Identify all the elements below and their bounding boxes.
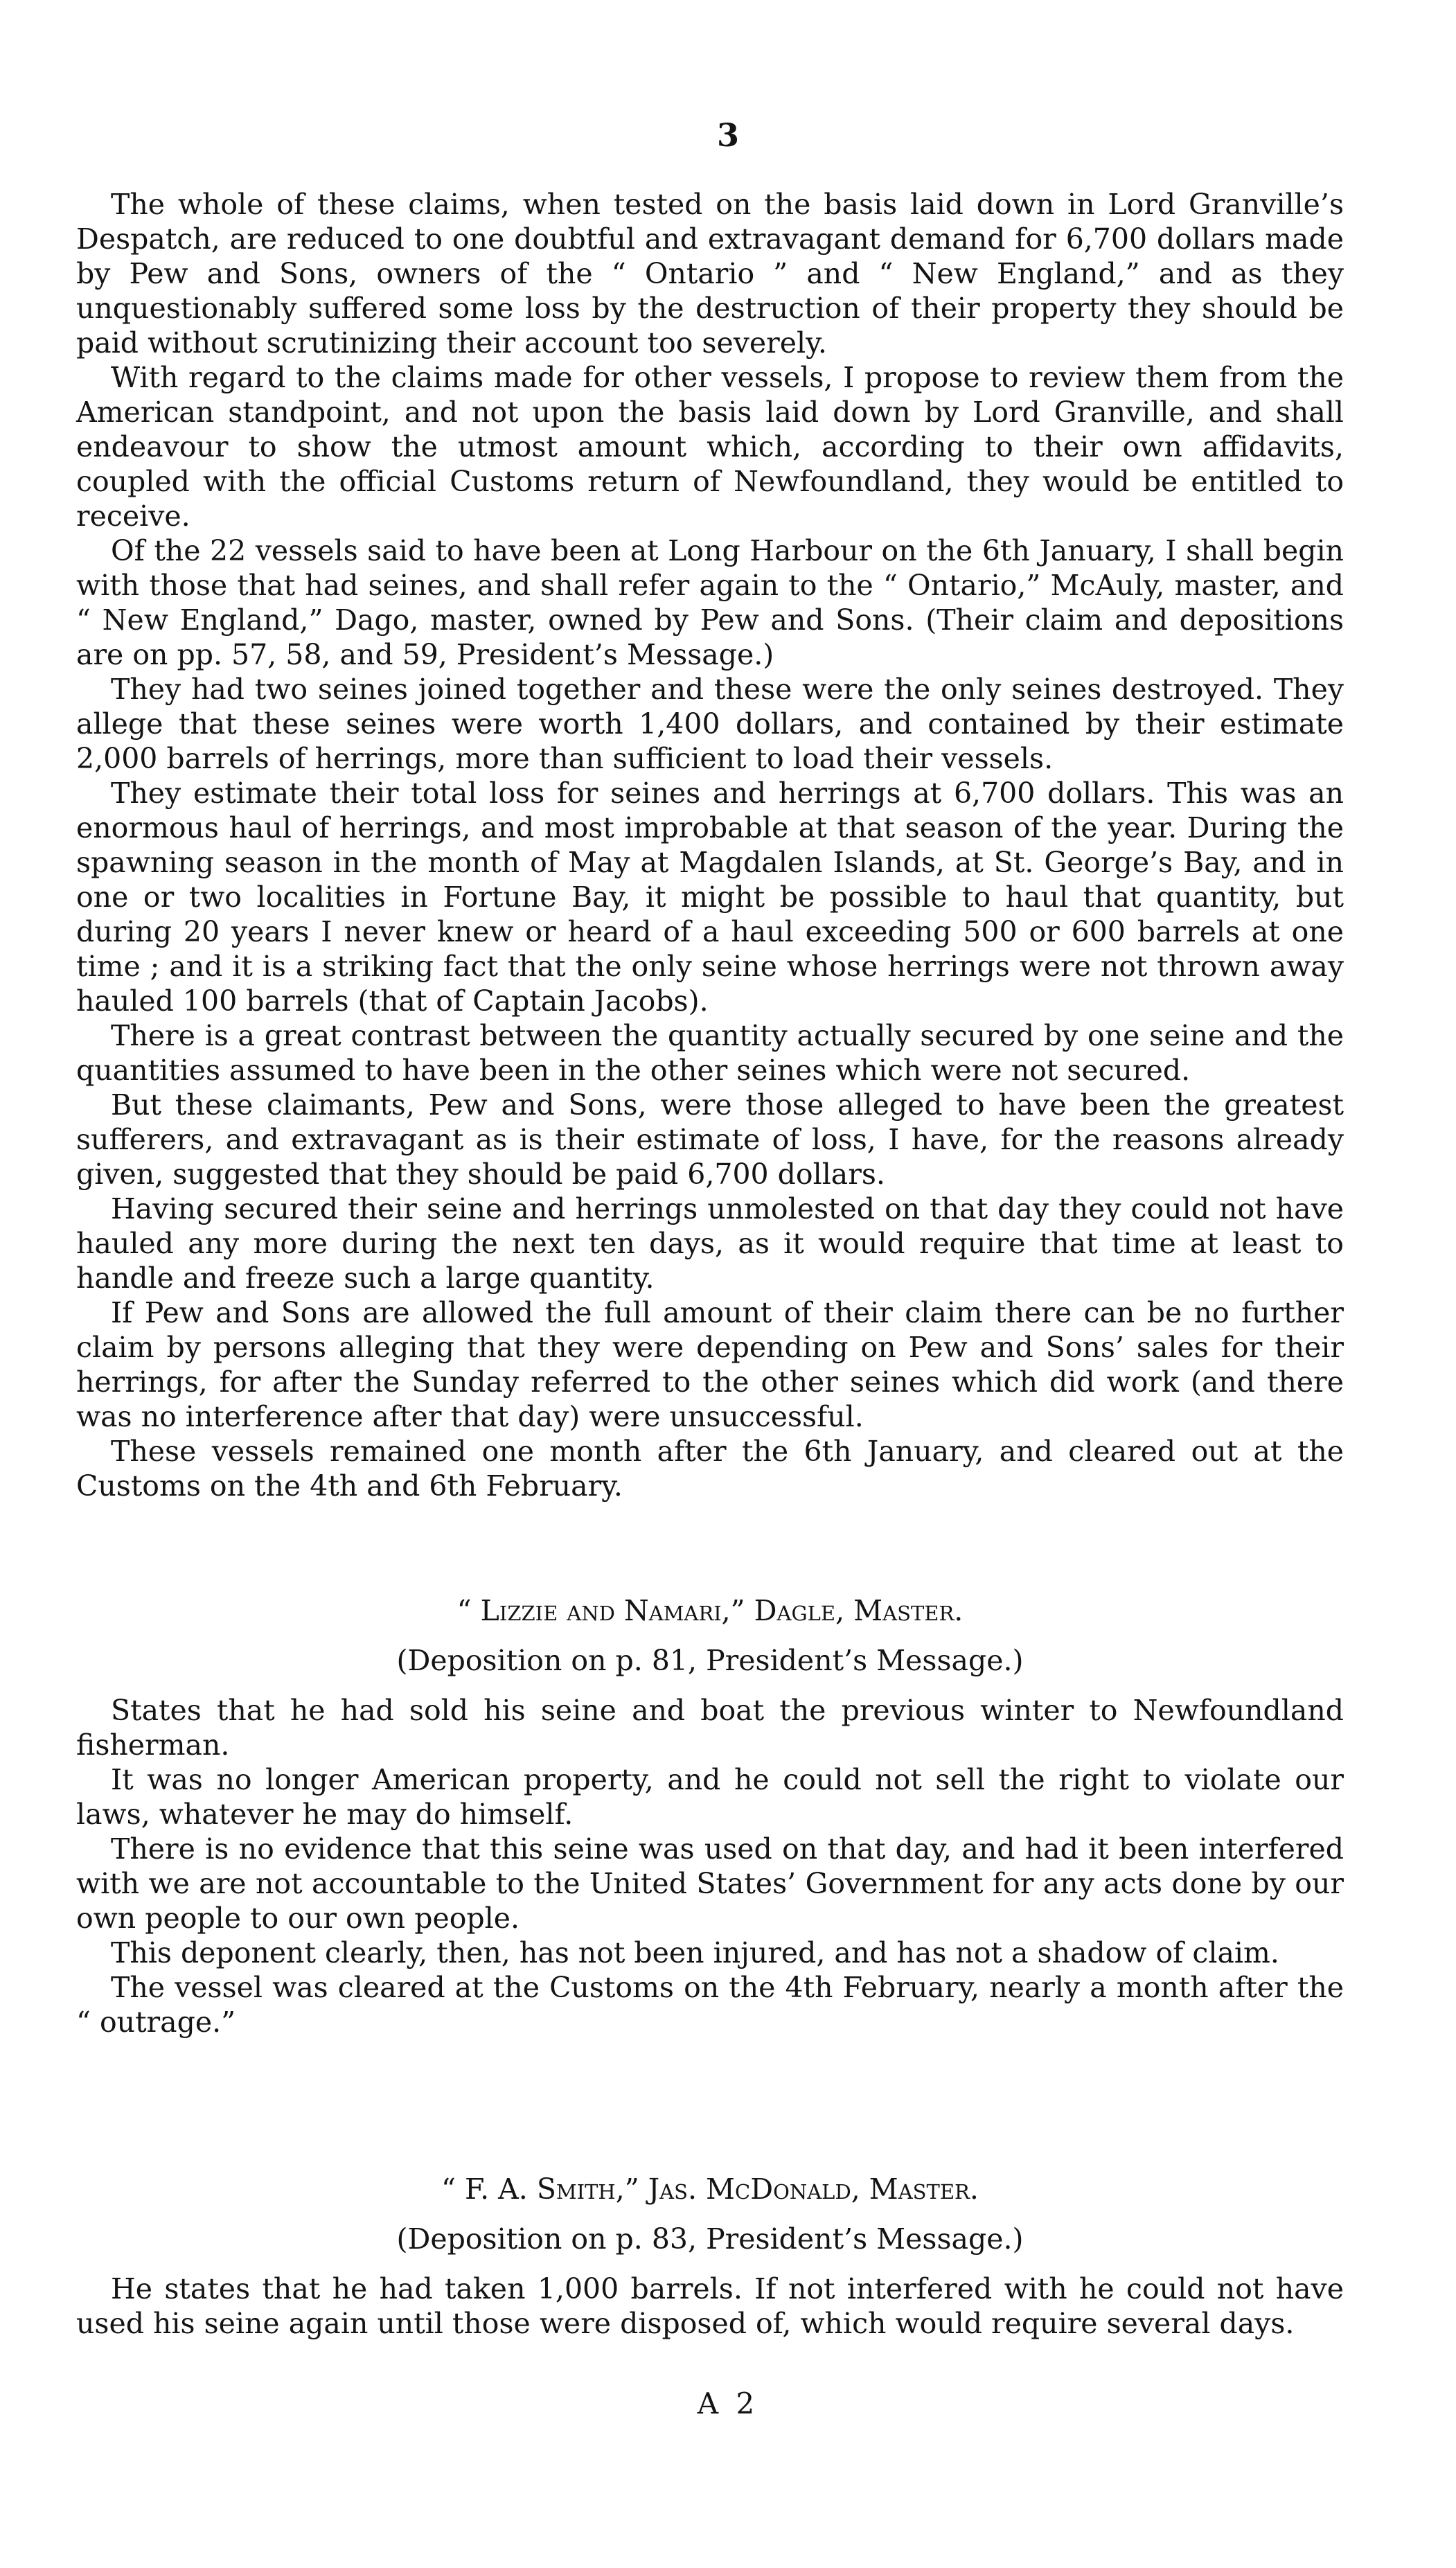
paragraph: This deponent clearly, then, has not been injured, and has not a shadow of claim. [111,1936,1279,1969]
paragraph: If Pew and Sons are allowed the full amount of their claim there can be no further claim by persons alleging that they were depending on Pew and Sons’ sales for their herrings, for after the Sunday referred to the other seines which did work (and there was no interference after that day) were unsuccessful. [76,1296,1344,1433]
section-subheading: (Deposition on p. 81, President’s Message.) [396,1644,1024,1677]
paragraph: But these claimants, Pew and Sons, were those alleged to have been the greatest sufferers, and extravagant as is their estimate of loss, I have, for the reasons already given, suggested that they should be paid 6,700 dollars. [76,1088,1344,1191]
lizzie-namari-section [76,1593,1344,2039]
paragraph: They had two seines joined together and these were the only seines destroyed. They allege that these seines were worth 1,400 dollars, and contained by their estimate 2,000 barrels of herrings, more than sufficient to load their vessels. [76,673,1344,775]
paragraph: There is no evidence that this seine was used on that day, and had it been interfered with we are not accountable to the United States’ Government for any acts done by our own people to our own people. [76,1832,1344,1935]
paragraph: Of the 22 vessels said to have been at Long Harbour on the 6th January, I shall begin with those that had seines, and shall refer again to the “ Ontario,” McAuly, master, and “ New England,” Dago, master, owned by Pew and Sons. (Their claim and depositions are on pp. 57, 58, and 59, President’s Message.) [76,534,1344,671]
paragraph: The vessel was cleared at the Customs on the 4th February, nearly a month after the “ outrage.” [76,1971,1344,2039]
fa-smith-section [76,2172,1344,2341]
section-heading-text: “ Lizzie and Namari,” Dagle, Master. [456,1594,964,1627]
paragraph: Having secured their seine and herrings unmolested on that day they could not have hauled any more during the next ten days, as it would require that time at least to handle and freeze such a large quantity. [76,1192,1344,1295]
page-number: 3 [716,116,739,154]
paragraph: States that he had sold his seine and boat the previous winter to Newfoundland fisherman. [76,1694,1344,1762]
paragraph: The whole of these claims, when tested on the basis laid down in Lord Granville’s Despatch, are reduced to one doubtful and extravagant demand for 6,700 dollars made by Pew and Sons, owners of the “ Ontario ” and “ New England,” and as they unquestionably suffered some loss by the destruction of their property they should be paid without scrutinizing their account too severely. [76,188,1344,360]
section-subheading: (Deposition on p. 83, President’s Message.) [396,2222,1024,2256]
section-heading-text: “ F. A. Smith,” Jas. McDonald, Master. [441,2172,979,2206]
signature-mark: A 2 [697,2387,759,2420]
paragraph: He states that he had taken 1,000 barrels. If not interfered with he could not have used his seine again until those were disposed of, which would require several days. [76,2272,1344,2340]
intro-section [76,187,1344,1503]
paragraph: With regard to the claims made for other vessels, I propose to review them from the American standpoint, and not upon the basis laid down by Lord Granville, and shall endeavour to show the utmost amount which, according to their own affidavits, coupled with the official Customs return of Newfoundland, they would be entitled to receive. [76,361,1344,533]
section-heading [76,2172,1344,2206]
paragraph: There is a great contrast between the quantity actually secured by one seine and the quantities assumed to have been in the other seines which were not secured. [76,1019,1344,1087]
paragraph: These vessels remained one month after the 6th January, and cleared out at the Customs on the 4th and 6th February. [76,1435,1344,1503]
section-heading [76,1593,1344,1628]
paragraph: It was no longer American property, and he could not sell the right to violate our laws, whatever he may do himself. [76,1763,1344,1831]
paragraph: They estimate their total loss for seines and herrings at 6,700 dollars. This was an enormous haul of herrings, and most improbable at that season of the year. During the spawning season in the month of May at Magdalen Islands, at St. George’s Bay, and in one or two localities in Fortune Bay, it might be possible to haul that quantity, but during 20 years I never knew or heard of a haul exceeding 500 or 600 barrels at one time ; and it is a striking fact that the only seine whose herrings were not thrown away hauled 100 barrels (that of Captain Jacobs). [76,777,1344,1018]
